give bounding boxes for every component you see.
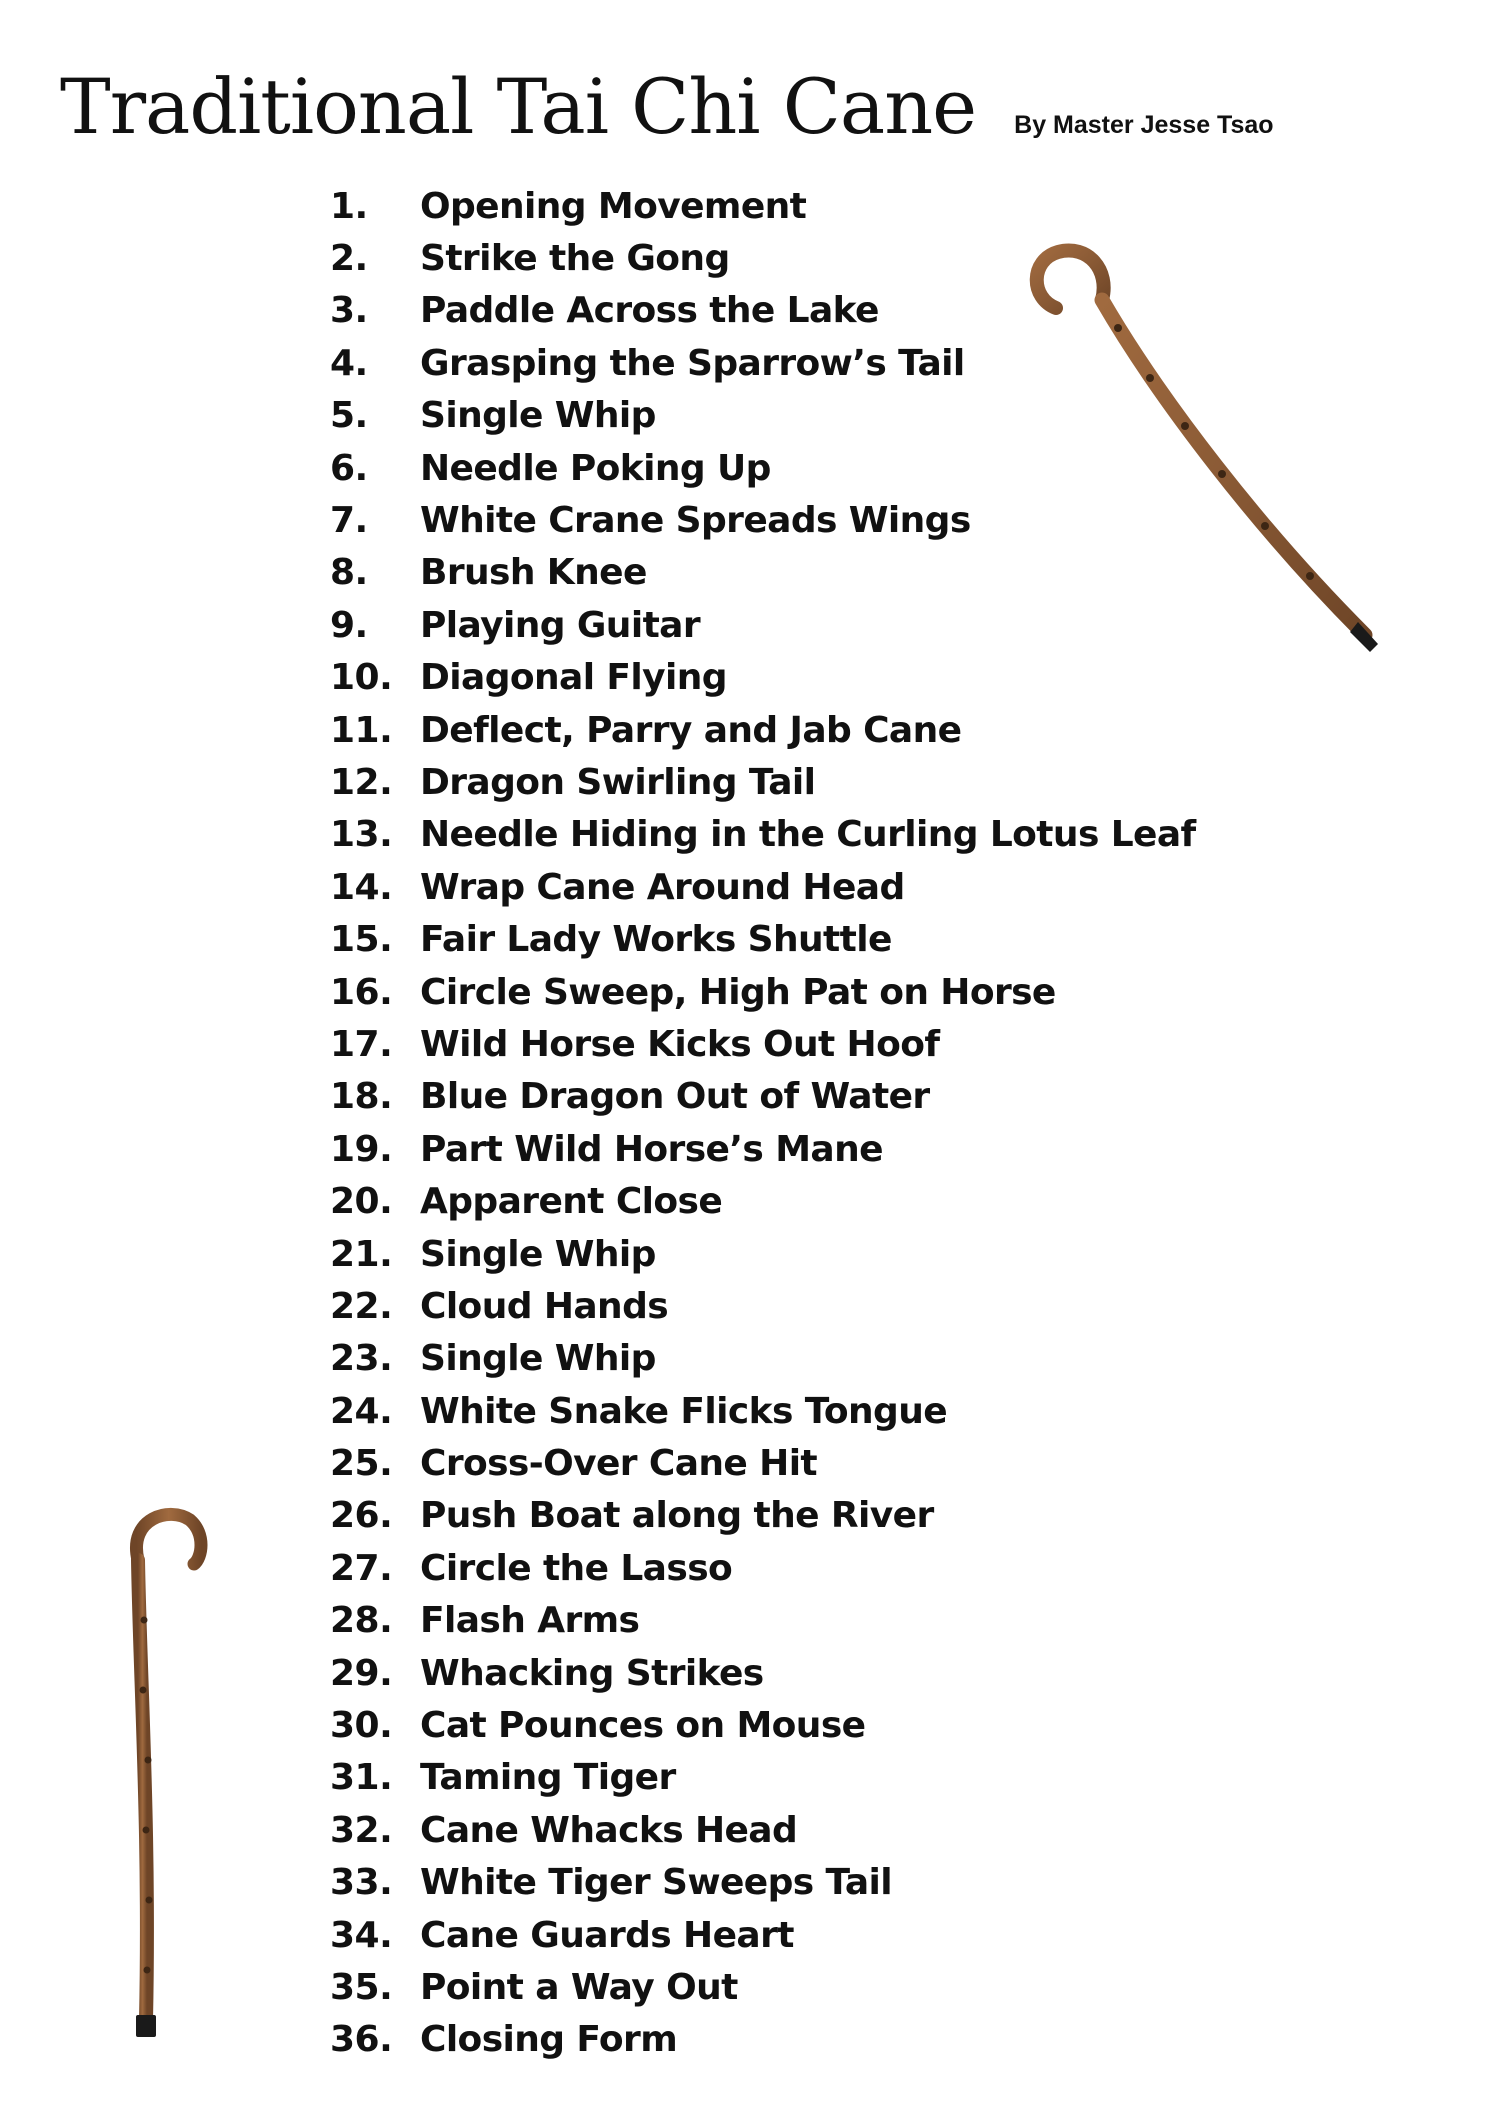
page-header [60,62,1274,151]
form-item-name: Cross-Over Cane Hit [420,1443,818,1485]
form-item-number: 5. [330,395,368,437]
form-item-number: 21. [330,1233,393,1275]
form-item-number: 28. [330,1600,393,1642]
form-item-name: Brush Knee [420,552,647,594]
form-list-item [330,1595,1196,1647]
form-item-name: Needle Hiding in the Curling Lotus Leaf [420,814,1196,856]
cane-bottom-left-icon [110,1500,230,2060]
form-item-name: Wild Horse Kicks Out Hoof [420,1023,940,1065]
form-item-number: 11. [330,709,393,751]
form-item-number: 36. [330,2019,393,2061]
form-item-name: Playing Guitar [420,604,701,646]
form-item-name: White Tiger Sweeps Tail [420,1862,893,1904]
form-list-item [330,1909,1196,1961]
form-list-item [330,756,1196,808]
form-list-item [330,1018,1196,1070]
form-item-name: Opening Movement [420,185,807,227]
form-item-name: Paddle Across the Lake [420,290,879,332]
form-item-number: 9. [330,604,368,646]
form-item-number: 18. [330,1076,393,1118]
form-list-item [330,1647,1196,1699]
form-item-name: Cane Guards Heart [420,1914,794,1956]
form-item-number: 34. [330,1914,393,1956]
form-list-item [330,1752,1196,1804]
form-item-number: 31. [330,1757,393,1799]
cane-top-right-icon [1010,240,1410,670]
form-item-number: 32. [330,1809,393,1851]
form-item-name: Push Boat along the River [420,1495,934,1537]
form-item-number: 12. [330,761,393,803]
form-item-number: 6. [330,447,368,489]
form-item-number: 35. [330,1966,393,2008]
form-list-item [330,1385,1196,1437]
form-item-number: 13. [330,814,393,856]
form-list-item [330,1333,1196,1385]
form-item-name: Circle the Lasso [420,1547,733,1589]
form-item-number: 3. [330,290,368,332]
form-item-number: 25. [330,1443,393,1485]
form-list-item [330,809,1196,861]
form-item-number: 17. [330,1023,393,1065]
form-item-name: Grasping the Sparrow’s Tail [420,342,965,384]
form-item-name: Cat Pounces on Mouse [420,1705,866,1747]
form-item-number: 2. [330,238,368,280]
form-item-name: Taming Tiger [420,1757,676,1799]
form-list-item [330,1228,1196,1280]
form-item-name: Wrap Cane Around Head [420,866,905,908]
form-list-item [330,1804,1196,1856]
form-item-name: Needle Poking Up [420,447,771,489]
form-item-name: White Crane Spreads Wings [420,500,971,542]
form-list-item [330,1490,1196,1542]
form-item-number: 22. [330,1285,393,1327]
form-item-number: 15. [330,919,393,961]
form-item-name: Closing Form [420,2019,678,2061]
form-item-number: 16. [330,971,393,1013]
form-item-name: Point a Way Out [420,1966,738,2008]
form-list-item [330,1961,1196,2013]
form-list-item [330,704,1196,756]
form-item-number: 23. [330,1338,393,1380]
form-item-name: Strike the Gong [420,238,730,280]
form-list-item [330,1280,1196,1332]
form-list-item [330,1123,1196,1175]
author-byline: By Master Jesse Tsao [1014,111,1274,139]
form-item-number: 19. [330,1128,393,1170]
form-list-item [330,1175,1196,1227]
form-item-number: 27. [330,1547,393,1589]
form-list-item [330,2014,1196,2066]
form-item-number: 4. [330,342,368,384]
form-item-number: 8. [330,552,368,594]
form-list-item [330,913,1196,965]
form-list-item [330,1437,1196,1489]
form-item-name: Single Whip [420,1233,656,1275]
form-item-number: 33. [330,1862,393,1904]
form-item-number: 7. [330,500,368,542]
form-item-name: Single Whip [420,395,656,437]
form-list-item [330,1542,1196,1594]
form-item-name: White Snake Flicks Tongue [420,1390,948,1432]
form-item-name: Apparent Close [420,1181,723,1223]
form-list-item [330,1857,1196,1909]
form-item-number: 24. [330,1390,393,1432]
form-item-number: 30. [330,1705,393,1747]
form-item-name: Cane Whacks Head [420,1809,798,1851]
form-item-name: Flash Arms [420,1600,640,1642]
form-list-item [330,180,1196,232]
form-item-name: Whacking Strikes [420,1652,764,1694]
form-item-number: 29. [330,1652,393,1694]
form-item-number: 1. [330,185,368,227]
form-item-name: Fair Lady Works Shuttle [420,919,892,961]
form-list-item [330,1699,1196,1751]
form-list-item [330,1071,1196,1123]
page-title: Traditional Tai Chi Cane [60,62,977,151]
form-item-name: Dragon Swirling Tail [420,761,816,803]
form-item-name: Blue Dragon Out of Water [420,1076,930,1118]
form-item-name: Cloud Hands [420,1285,669,1327]
form-item-name: Circle Sweep, High Pat on Horse [420,971,1056,1013]
form-item-number: 20. [330,1181,393,1223]
form-item-number: 14. [330,866,393,908]
form-item-number: 10. [330,657,393,699]
form-item-name: Single Whip [420,1338,656,1380]
form-item-number: 26. [330,1495,393,1537]
form-list-item [330,966,1196,1018]
form-item-name: Part Wild Horse’s Mane [420,1128,883,1170]
form-item-name: Deflect, Parry and Jab Cane [420,709,962,751]
form-list-item [330,861,1196,913]
form-item-name: Diagonal Flying [420,657,727,699]
